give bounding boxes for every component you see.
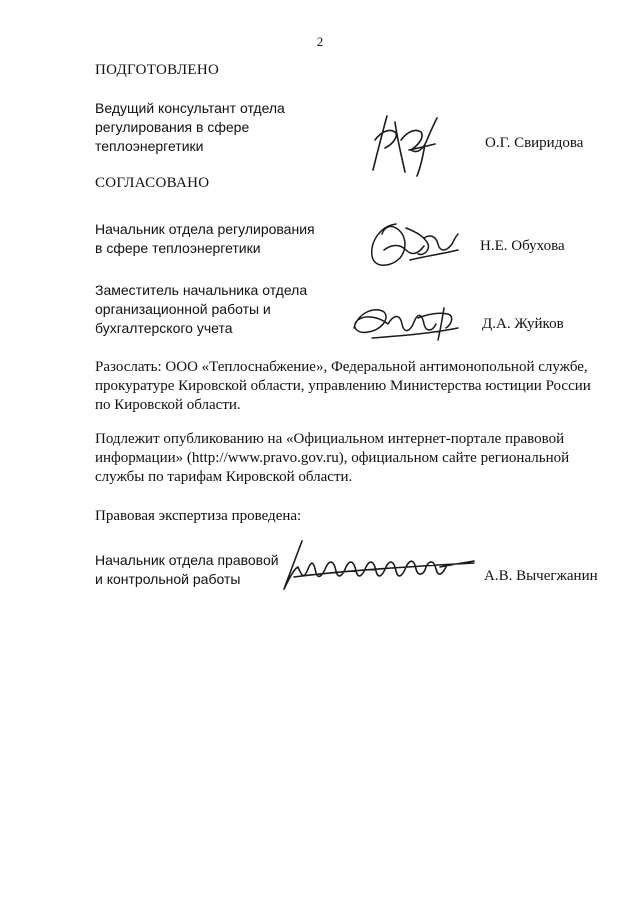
paragraph-line: по Кировской области.	[95, 397, 241, 413]
position-line: организационной работы и	[95, 301, 271, 317]
position-line: Заместитель начальника отдела	[95, 282, 308, 298]
legal-review-statement: Правовая экспертиза проведена:	[95, 508, 302, 524]
position-line: Ведущий консультант отдела	[95, 100, 285, 116]
paragraph-line: Разослать: ООО «Теплоснабжение», Федеральной антимонопольной службе,	[95, 359, 588, 375]
prepared-position	[95, 99, 325, 156]
agreed-heading: СОГЛАСОВАНО	[95, 175, 210, 191]
distribution-paragraph	[95, 358, 600, 415]
prepared-heading: ПОДГОТОВЛЕНО	[95, 62, 220, 78]
paragraph-line: Подлежит опубликованию на «Официальном интернет-портале правовой	[95, 431, 565, 447]
position-line: Начальник отдела регулирования	[95, 221, 315, 237]
paragraph-line: прокуратуре Кировской области, управлению Министерства юстиции России	[95, 378, 591, 394]
legal-review-name: А.В. Вычегжанин	[484, 568, 598, 584]
legal-review-position	[95, 551, 295, 589]
page-number: 2	[316, 34, 324, 49]
position-line: регулирования в сфере	[95, 119, 250, 135]
position-line: и контрольной работы	[95, 571, 241, 587]
publication-paragraph	[95, 430, 600, 487]
signer-zhuikov-position	[95, 281, 345, 338]
paragraph-line: информации» (http://www.pravo.gov.ru), официальном сайте региональной	[95, 450, 570, 466]
signature-obukhova	[366, 214, 462, 274]
signer-obukhova-name: Н.Е. Обухова	[480, 238, 565, 254]
position-line: в сфере теплоэнергетики	[95, 240, 261, 256]
prepared-name: О.Г. Свиридова	[485, 135, 584, 151]
paragraph-line: службы по тарифам Кировской области.	[95, 469, 353, 485]
signature-vychegzhanin	[280, 537, 478, 593]
signer-obukhova-position	[95, 220, 345, 258]
position-line: бухгалтерского учета	[95, 320, 233, 336]
signer-zhuikov-name: Д.А. Жуйков	[482, 316, 564, 332]
signature-zhuikov	[348, 298, 466, 344]
position-line: Начальник отдела правовой	[95, 552, 279, 568]
signature-sviridova	[365, 110, 445, 182]
position-line: теплоэнергетики	[95, 138, 204, 154]
